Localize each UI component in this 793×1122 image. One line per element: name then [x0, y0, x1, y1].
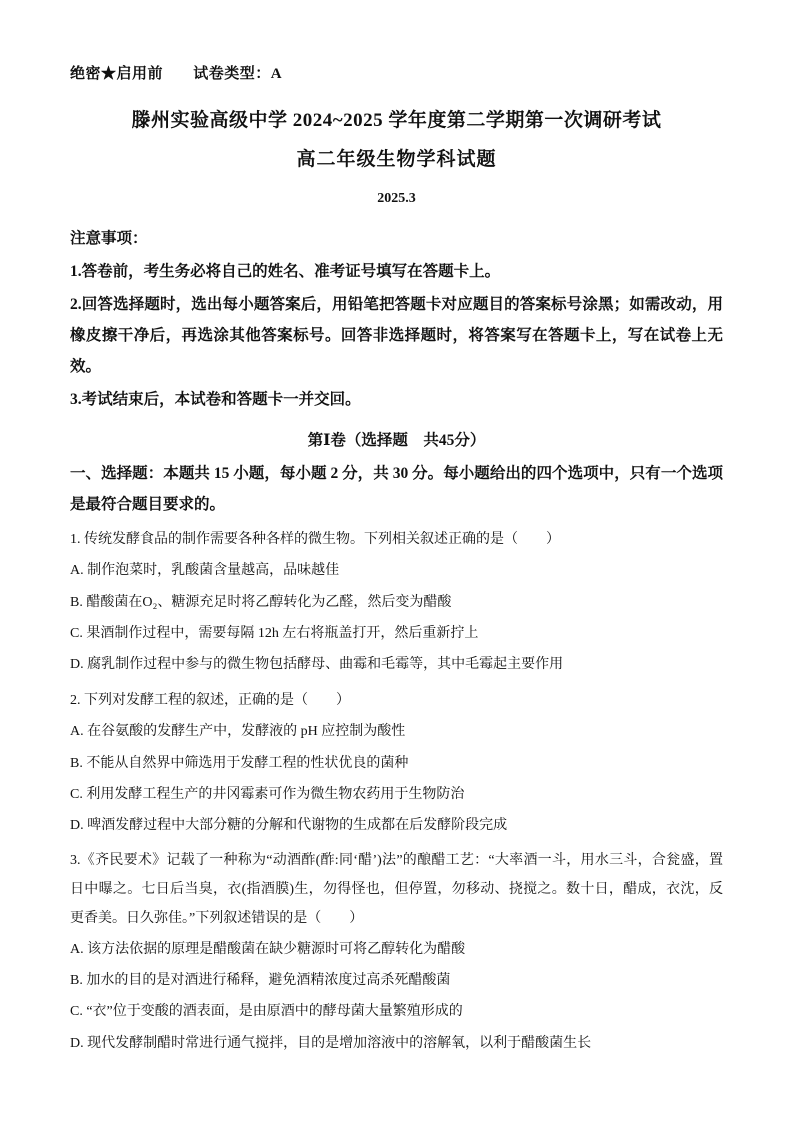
question-2-option-c: C. 利用发酵工程生产的井冈霉素可作为微生物农药用于生物防治 — [70, 786, 465, 802]
question-3-option-c: C. “衣”位于变酸的酒表面，是由原酒中的酵母菌大量繁殖形成的 — [70, 1004, 463, 1020]
paper-type-label: 试卷类型：A — [193, 66, 283, 82]
question-2 — [70, 685, 723, 842]
question-2-option-b: B. 不能从自然界中筛选用于发酵工程的性状优良的菌种 — [70, 755, 409, 771]
section-title: 第Ⅰ卷（选择题 共45分） — [307, 432, 486, 449]
notice-item-1: 1.答卷前，考生务必将自己的姓名、准考证号填写在答题卡上。 — [70, 263, 501, 280]
question-3-option-d: D. 现代发酵制醋时常进行通气搅拌，目的是增加溶液中的溶解氧，以利于醋酸菌生长 — [70, 1035, 592, 1051]
exam-title: 滕州实验高级中学 2024~2025 学年度第二学期第一次调研考试 — [131, 110, 662, 131]
question-3-option-a: A. 该方法依据的原理是醋酸菌在缺少糖源时可将乙醇转化为醋酸 — [70, 941, 466, 957]
question-1 — [70, 524, 723, 681]
secrecy-label: 绝密★启用前 — [70, 66, 164, 82]
notice-item-3: 3.考试结束后，本试卷和答题卡一并交回。 — [70, 391, 361, 408]
question-1-stem: 1. 传统发酵食品的制作需要各种各样的微生物。下列相关叙述正确的是（ ） — [70, 532, 560, 547]
exam-subtitle: 高二年级生物学科试题 — [296, 149, 497, 170]
notice-item-2: 2.回答选择题时，选出每小题答案后，用铅笔把答题卡对应题目的答案标号涂黑；如需改动，用橡皮擦干净后，再选涂其他答案标号。回答非选择题时，将答案写在答题卡上，写在试卷上无效。 — [70, 296, 723, 375]
question-2-stem: 2. 下列对发酵工程的叙述，正确的是（ ） — [70, 692, 350, 708]
question-3-stem: 3.《齐民要术》记载了一种称为“动酒酢(酢:同‘醋’)法”的酿醋工艺：“大率酒一斗，用水三斗，合瓮盛，置日中曝之。七日后当臭，衣(指酒膜)生，勿得怪也，但停置，勿移动、挠搅之。数十日，醋成，衣沈，反更香美。日久弥佳。”下列叙述错误的是（ ） — [70, 852, 723, 927]
exam-date: 2025.3 — [377, 191, 416, 206]
question-3-option-b: B. 加水的目的是对酒进行稀释，避免酒精浓度过高杀死醋酸菌 — [70, 973, 451, 989]
question-1-option-b: B. 醋酸菌在O₂、糖源充足时将乙醇转化为乙醛，然后变为醋酸 — [70, 594, 452, 610]
notice-title: 注意事项： — [70, 230, 148, 247]
question-1-option-d: D. 腐乳制作过程中参与的微生物包括酵母、曲霉和毛霉等，其中毛霉起主要作用 — [70, 657, 564, 673]
question-2-option-a: A. 在谷氨酸的发酵生产中，发酵液的 pH 应控制为酸性 — [70, 724, 406, 740]
section-intro: 一、选择题：本题共 15 小题，每小题 2 分，共 30 分。每小题给出的四个选项中，只有一个选项是最符合题目要求的。 — [70, 465, 723, 513]
question-2-option-d: D. 啤酒发酵过程中大部分糖的分解和代谢物的生成都在后发酵阶段完成 — [70, 818, 508, 834]
question-1-option-c: C. 果酒制作过程中，需要每隔 12h 左右将瓶盖打开，然后重新拧上 — [70, 626, 479, 642]
question-1-option-a: A. 制作泡菜时，乳酸菌含量越高，品味越佳 — [70, 563, 340, 579]
question-3 — [70, 846, 723, 1060]
secrecy-line — [70, 62, 723, 83]
